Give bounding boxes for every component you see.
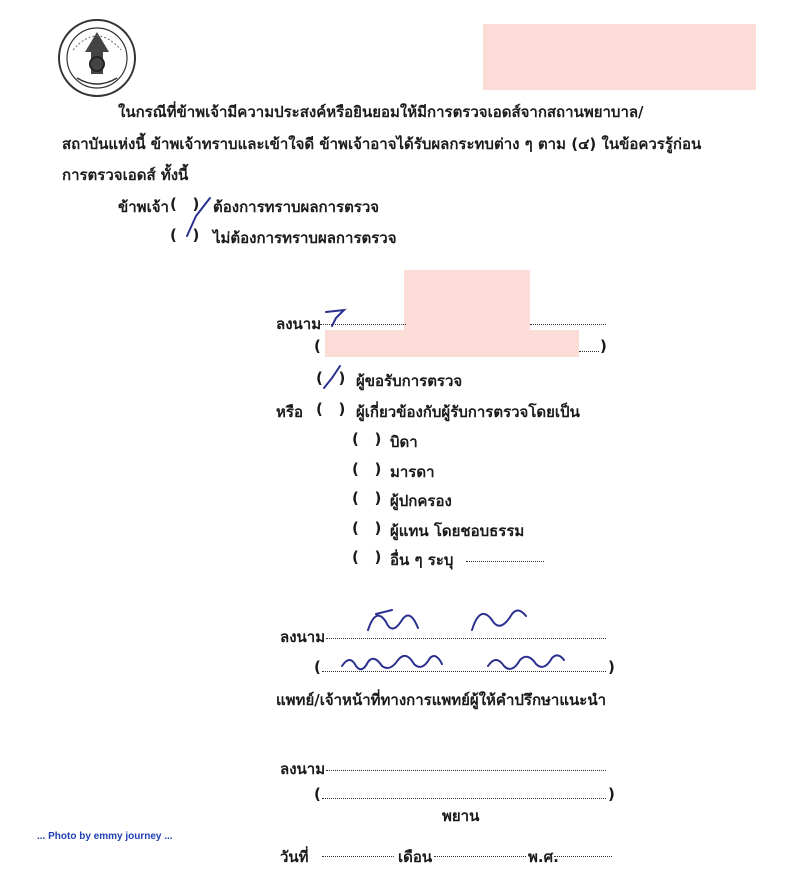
doctor-role-label: แพทย์/เจ้าหน้าที่ทางการแพทย์ผู้ให้คำปรึกษาแนะนำ (276, 691, 607, 709)
date-month-label: เดือน (398, 848, 433, 866)
date-day-line[interactable] (322, 842, 394, 857)
choice-subject: ข้าพเจ้า (118, 198, 169, 216)
option-not-want-label: ไม่ต้องการทราบผลการตรวจ (213, 229, 397, 247)
date-day-label: วันที่ (280, 848, 309, 866)
name-paren-close-1: ) (600, 337, 607, 355)
relation-label-3: ผู้แทน โดยชอบธรรม (390, 522, 525, 540)
date-year-label: พ.ศ. (528, 848, 559, 866)
hospital-seal-logo (57, 18, 137, 98)
relation-checkbox-1[interactable]: ( ) (352, 460, 382, 478)
initial-mark-icon (322, 306, 352, 328)
option-not-want-checkbox[interactable]: ( ) (170, 226, 200, 244)
doctor-name-handwriting-icon (338, 644, 568, 678)
date-month-line[interactable] (434, 842, 526, 857)
relation-checkbox-4[interactable]: ( ) (352, 548, 382, 566)
paragraph-line-3: การตรวจเอดส์ ทั้งนี้ (62, 166, 189, 184)
role-related-checkbox[interactable]: ( ) (316, 400, 346, 418)
relation-checkbox-2[interactable]: ( ) (352, 489, 382, 507)
name-line-3[interactable] (322, 784, 606, 799)
relation-label-1: มารดา (390, 463, 435, 481)
option-want-checkbox[interactable]: ( ) (170, 195, 200, 213)
witness-role-label: พยาน (442, 807, 480, 825)
name-line-1b[interactable] (579, 337, 599, 352)
relation-label-0: บิดา (390, 433, 418, 451)
redacted-block-header (483, 24, 756, 90)
relation-checkbox-0[interactable]: ( ) (352, 430, 382, 448)
sign-label-1: ลงนาม (276, 315, 322, 333)
name-paren-close-2: ) (608, 658, 615, 676)
role-self-label: ผู้ขอรับการตรวจ (356, 372, 463, 390)
role-related-label: ผู้เกี่ยวข้องกับผู้รับการตรวจโดยเป็น (356, 403, 580, 421)
relation-label-2: ผู้ปกครอง (390, 492, 452, 510)
sign-line-3[interactable] (326, 756, 606, 771)
doctor-signature-icon (362, 600, 532, 646)
photo-credit: ... Photo by emmy journey ... (37, 831, 173, 842)
sign-label-3: ลงนาม (280, 760, 326, 778)
name-paren-open-1: ( (314, 337, 321, 355)
sign-label-2: ลงนาม (280, 628, 326, 646)
paragraph-line-2: สถาบันแห่งนี้ ข้าพเจ้าทราบและเข้าใจดี ข้าพเจ้าอาจได้รับผลกระทบต่าง ๆ ตาม (๔) ในข้อควรรู้ก่อน (62, 135, 702, 153)
name-paren-open-3: ( (314, 785, 321, 803)
role-self-check-icon (320, 364, 346, 392)
paragraph-line-1: ในกรณีที่ข้าพเจ้ามีความประสงค์หรือยินยอมให้มีการตรวจเอดส์จากสถานพยาบาล/ (118, 103, 644, 121)
redacted-block-name-1 (325, 330, 579, 357)
relation-other-line[interactable] (466, 547, 544, 562)
redacted-block-signature-1 (404, 270, 530, 332)
name-paren-close-3: ) (608, 785, 615, 803)
or-label: หรือ (276, 403, 303, 421)
check-mark-icon (184, 192, 214, 242)
sign-line-1b[interactable] (530, 310, 606, 325)
relation-checkbox-3[interactable]: ( ) (352, 519, 382, 537)
role-self-checkbox[interactable]: ( ) (316, 369, 346, 387)
option-want-label: ต้องการทราบผลการตรวจ (213, 198, 380, 216)
name-paren-open-2: ( (314, 658, 321, 676)
date-year-line[interactable] (554, 842, 612, 857)
relation-label-4: อื่น ๆ ระบุ (390, 551, 454, 569)
